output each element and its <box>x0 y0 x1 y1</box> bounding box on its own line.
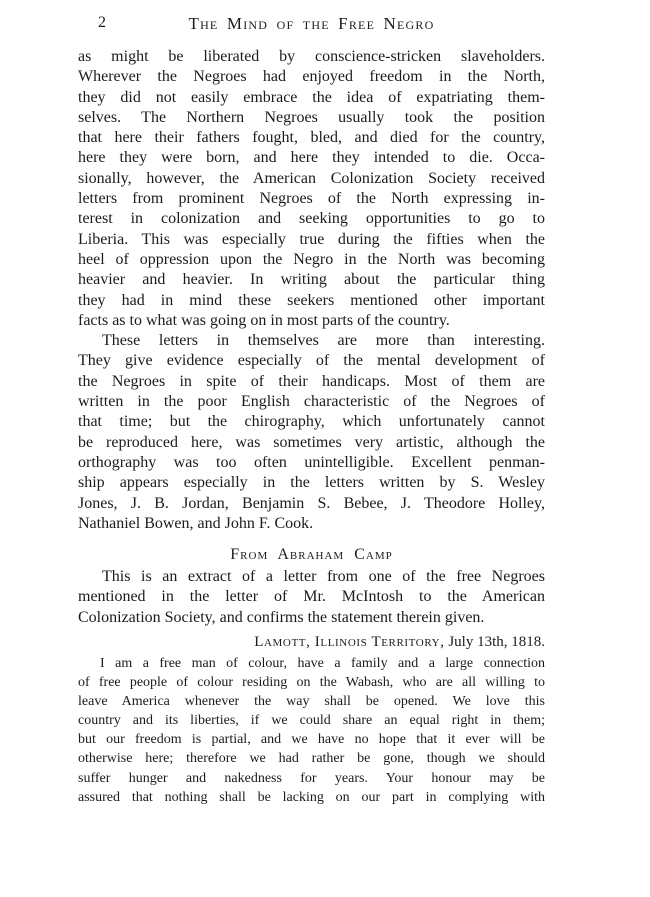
text-block <box>78 14 545 807</box>
text-line: ship appears especially in the letters written by S. Wesley <box>78 474 545 492</box>
paragraph-2 <box>78 331 545 534</box>
text-line: Nathaniel Bowen, and John F. Cook. <box>78 514 314 532</box>
text-line: Liberia. This was especially true during the fifties when the <box>78 230 545 248</box>
text-line: written in the poor English characteristic of the Negroes of <box>78 393 545 411</box>
text-line: here they were born, and here they intended to die. Occa- <box>78 149 545 167</box>
dateline-place: Lamott, Illinois Territory, <box>254 634 445 651</box>
text-line: that time; but the chirography, which unfortunately cannot <box>78 413 545 431</box>
text-line: These letters in themselves are more than interesting. <box>102 332 545 350</box>
text-line: assured that nothing shall be lacking on our part in complying with <box>78 789 545 805</box>
paragraph-1 <box>78 47 545 331</box>
text-line: as might be liberated by conscience-stricken slaveholders. <box>78 48 545 65</box>
text-line: selves. The Northern Negroes usually took the position <box>78 108 545 126</box>
text-line: letters from prominent Negroes of the North expressing in- <box>78 190 545 208</box>
text-line: Jones, J. B. Jordan, Benjamin S. Bebee, J. Theodore Holley, <box>78 494 545 512</box>
text-line: they did not easily embrace the idea of expatriating them- <box>78 88 545 106</box>
text-line: otherwise here; therefore we had rather be gone, though we should <box>78 751 545 767</box>
section-heading: From Abraham Camp <box>230 546 393 564</box>
letter-body <box>78 654 545 807</box>
text-line: facts as to what was going on in most parts of the country. <box>78 311 450 329</box>
text-line: orthography was too often unintelligible. Excellent penman- <box>78 453 545 471</box>
text-line: the Negroes in spite of their handicaps. Most of them are <box>78 372 545 390</box>
text-line: they had in mind these seekers mentioned other important <box>78 291 545 309</box>
text-line: They give evidence especially of the mental development of <box>78 352 545 370</box>
text-line: This is an extract of a letter from one of the free Negroes <box>102 568 545 586</box>
text-line: heavier and heavier. In writing about the particular thing <box>78 271 545 289</box>
text-line: leave America whenever the way shall be opened. We love this <box>78 694 545 710</box>
page-number: 2 <box>98 14 106 31</box>
text-line: country and its liberties, if we could share an equal right in them; <box>78 713 545 729</box>
section-paragraph <box>78 567 545 628</box>
text-line: mentioned in the letter of Mr. McIntosh to the American <box>78 588 545 606</box>
running-header <box>78 14 545 35</box>
text-line: but our freedom is partial, and we have no hope that it ever will be <box>78 732 545 748</box>
text-line: be reproduced here, was sometimes very artistic, although the <box>78 433 545 451</box>
text-line: that here their fathers fought, bled, and died for the country, <box>78 129 545 147</box>
text-line: I am a free man of colour, have a family and a large connection <box>100 656 545 672</box>
dateline-date: July 13th, 1818. <box>448 634 545 651</box>
text-line: sionally, however, the American Colonization Society received <box>78 169 545 187</box>
text-line: Wherever the Negroes had enjoyed freedom in the North, <box>78 68 545 86</box>
letter-dateline <box>78 633 545 652</box>
running-title: The Mind of the Free Negro <box>188 14 435 33</box>
text-line: Colonization Society, and confirms the statement therein given. <box>78 608 485 626</box>
text-line: of free people of colour residing on the Wabash, who are all willing to <box>78 675 545 691</box>
text-line: suffer hunger and nakedness for years. Your honour may be <box>78 770 545 786</box>
text-line: terest in colonization and seeking opportunities to go to <box>78 210 545 228</box>
text-line: heel of oppression upon the Negro in the North was becoming <box>78 250 545 268</box>
